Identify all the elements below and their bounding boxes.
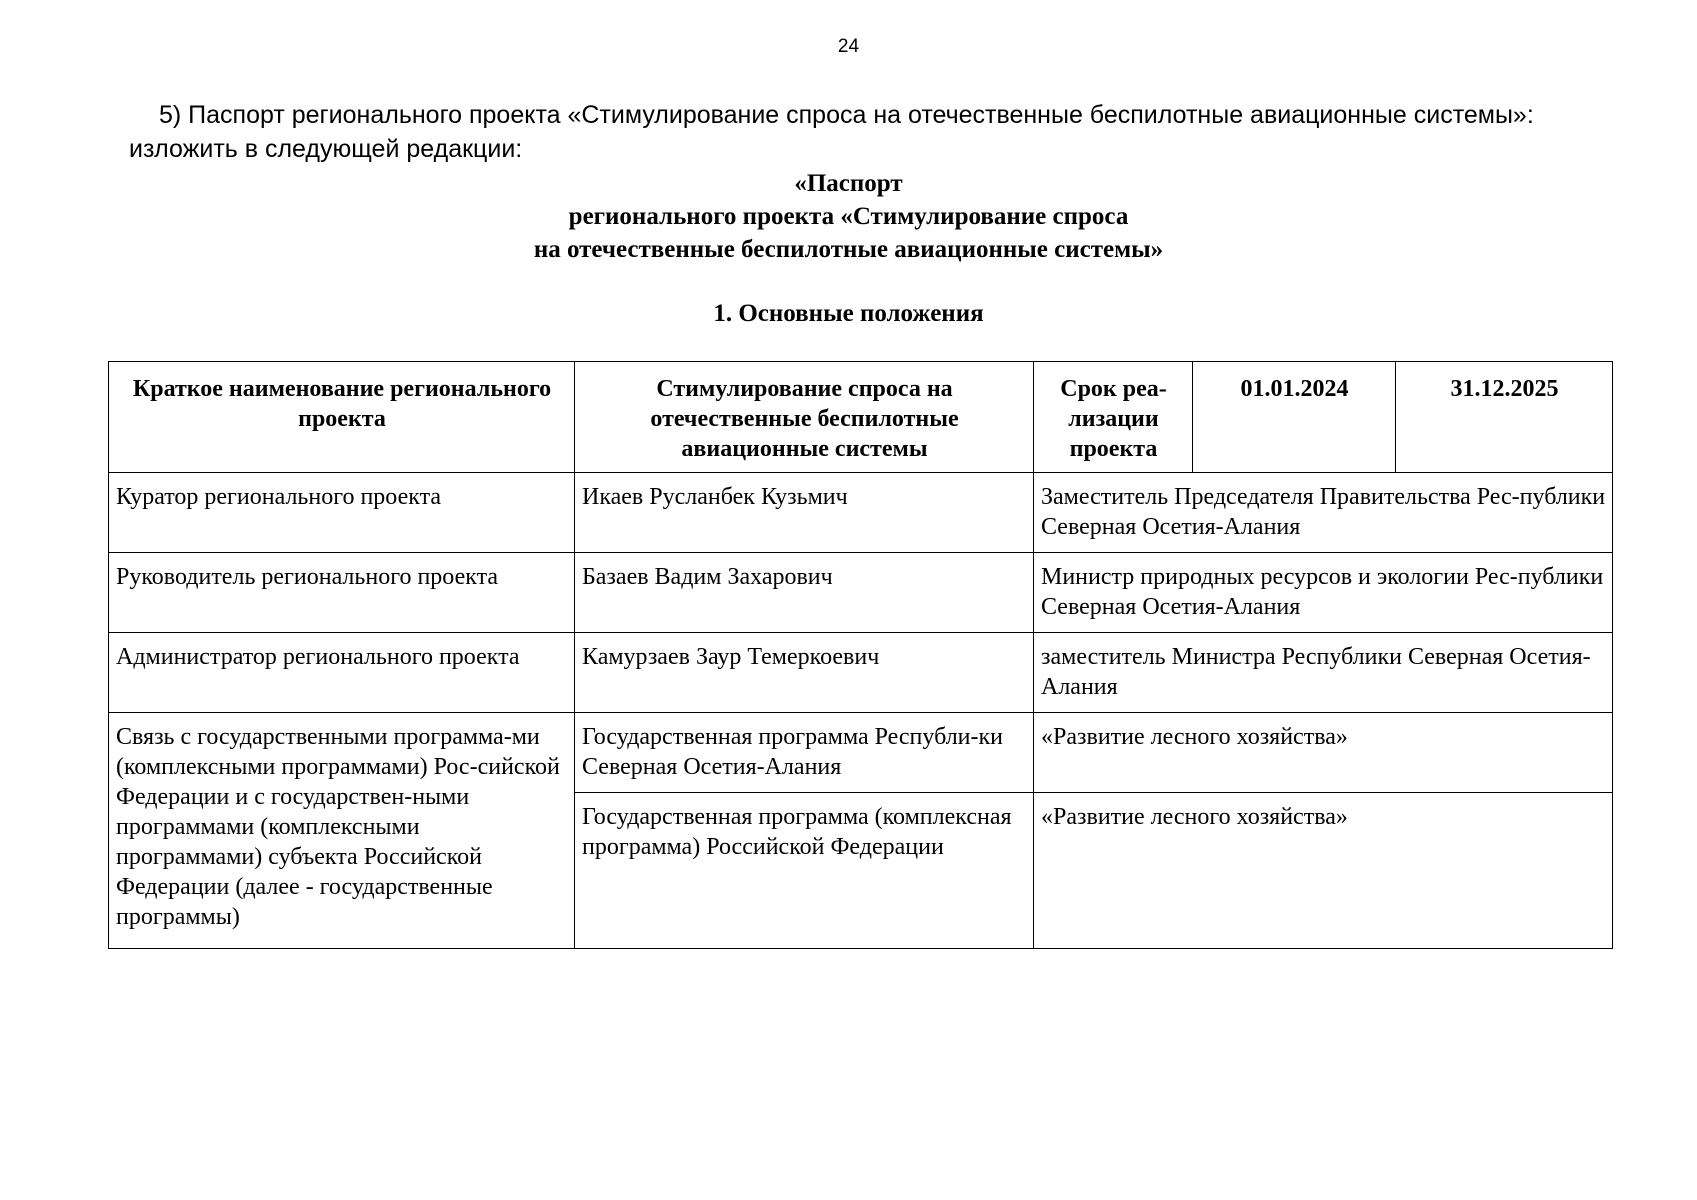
curator-position: Заместитель Председателя Правительства Рес-публики Северная Осетия-Алания (1034, 473, 1613, 553)
table-row-head (109, 553, 1613, 633)
curator-label: Куратор регионального проекта (109, 473, 575, 553)
regional-program-name: «Развитие лесного хозяйства» (1034, 713, 1613, 793)
page-number: 24 (837, 36, 860, 57)
start-date: 01.01.2024 (1193, 362, 1396, 473)
table-row-curator (109, 473, 1613, 553)
passport-title-line-3: на отечественные беспилотные авиационные системы» (533, 236, 1164, 263)
intro-line-1: 5) Паспорт регионального проекта «Стимулирование спроса на отечественные беспилотные авиационные системы»: (159, 101, 1534, 129)
head-name: Базаев Вадим Захарович (575, 553, 1034, 633)
federal-program-name: «Развитие лесного хозяйства» (1034, 793, 1613, 949)
table-row-administrator (109, 633, 1613, 713)
term-label: Срок реа-лизации проекта (1034, 362, 1193, 473)
passport-title-line-2: регионального проекта «Стимулирование спроса (568, 203, 1129, 230)
head-label: Руководитель регионального проекта (109, 553, 575, 633)
table-row-programs-regional (109, 713, 1613, 793)
short-name-label: Краткое наименование регионального проекта (109, 362, 575, 473)
administrator-position: заместитель Министра Республики Северная Осетия-Алания (1034, 633, 1613, 713)
intro-paragraph (129, 98, 1589, 166)
federal-program-type: Государственная программа (комплексная программа) Российской Федерации (575, 793, 1034, 949)
section-title: 1. Основные положения (713, 300, 984, 327)
head-position: Министр природных ресурсов и экологии Рес-публики Северная Осетия-Алания (1034, 553, 1613, 633)
regional-program-type: Государственная программа Республи-ки Северная Осетия-Алания (575, 713, 1034, 793)
passport-title-line-1: «Паспорт (794, 170, 903, 197)
administrator-name: Камурзаев Заур Темеркоевич (575, 633, 1034, 713)
end-date: 31.12.2025 (1396, 362, 1613, 473)
short-name-value: Стимулирование спроса на отечественные беспилотные авиационные системы (575, 362, 1034, 473)
programs-label: Связь с государственными программа-ми (комплексными программами) Рос-сийской Федерации и с государствен-ными программами (комплексными программами) субъекта Российской Федерации (далее - государственные программы) (109, 713, 575, 949)
administrator-label: Администратор регионального проекта (109, 633, 575, 713)
curator-name: Икаев Русланбек Кузьмич (575, 473, 1034, 553)
passport-title (0, 167, 1697, 266)
intro-line-2: изложить в следующей редакции: (129, 135, 523, 163)
table-header-row (109, 362, 1613, 473)
main-provisions-table (108, 361, 1613, 949)
